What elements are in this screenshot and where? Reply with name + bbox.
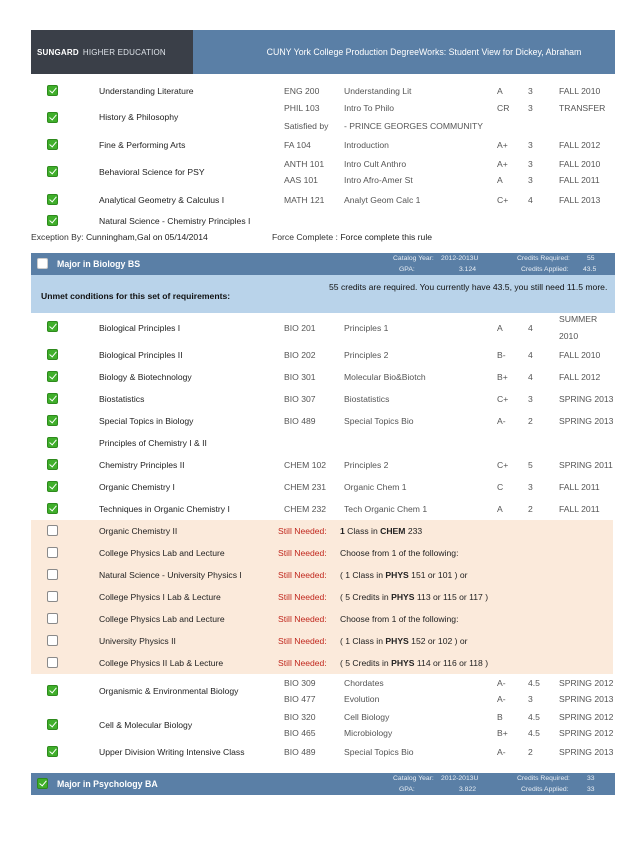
gpa-label: GPA: xyxy=(399,786,415,793)
gpa-label: GPA: xyxy=(399,266,415,273)
course-code[interactable]: BIO 201 xyxy=(284,323,316,333)
page-title: CUNY York College Production DegreeWorks: Student View for Dickey, Abraham xyxy=(266,47,582,57)
checked-icon xyxy=(47,503,58,514)
exception-label: Exception By: xyxy=(31,232,84,242)
satisfied-by-label: Satisfied by xyxy=(284,121,329,131)
term: FALL 2011 xyxy=(559,482,600,492)
requirement-row[interactable] xyxy=(31,410,613,432)
sungard-logo xyxy=(31,30,193,74)
block-title: Major in Biology BS xyxy=(57,259,141,269)
needed-row[interactable] xyxy=(31,520,613,542)
requirement-row[interactable] xyxy=(31,366,613,388)
needed-subject: PHYS xyxy=(385,570,409,580)
gpa-value: 3.822 xyxy=(459,786,477,793)
course-title: Special Topics Bio xyxy=(344,416,414,426)
logo-sub: HIGHER EDUCATION xyxy=(82,47,166,57)
requirement-name: Organic Chemistry I xyxy=(99,482,175,492)
grade: A- xyxy=(497,416,506,426)
grade: A- xyxy=(497,694,506,704)
credits-required-value: 55 xyxy=(587,255,595,262)
requirement-name: College Physics II Lab & Lecture xyxy=(99,658,224,668)
block-header-psychology[interactable] xyxy=(31,773,615,795)
still-needed-label: Still Needed: xyxy=(278,526,327,536)
app-header xyxy=(31,30,615,74)
credits: 4 xyxy=(528,323,533,333)
term: FALL 2012 xyxy=(559,140,601,150)
needed-numbers: 114 or 116 or 118 ) xyxy=(414,658,489,668)
course-code[interactable]: BIO 202 xyxy=(284,350,316,360)
unchecked-icon xyxy=(47,635,58,646)
term: FALL 2012 xyxy=(559,372,601,382)
term: FALL 2013 xyxy=(559,195,601,205)
requirement-row[interactable] xyxy=(31,454,613,476)
credits-applied-label: Credits Applied: xyxy=(521,266,569,273)
credits: 5 xyxy=(528,460,533,470)
checked-icon xyxy=(47,481,58,492)
course-title: Microbiology xyxy=(344,728,393,738)
credits-required-value: 33 xyxy=(587,775,595,782)
credits: 4 xyxy=(528,372,533,382)
needed-text: ( 1 Class in xyxy=(340,570,386,580)
checked-icon xyxy=(47,194,58,205)
needed-text: Choose from 1 of the following: xyxy=(340,548,459,558)
credits-applied-value: 33 xyxy=(587,786,595,793)
requirement-name: Biological Principles II xyxy=(99,350,183,360)
course-code[interactable]: MATH 121 xyxy=(284,195,325,205)
catalog-year-label: Catalog Year: xyxy=(393,255,434,262)
course-title: Analyt Geom Calc 1 xyxy=(344,195,421,205)
grade: A xyxy=(497,86,503,96)
grade: A+ xyxy=(497,159,508,169)
requirement-row[interactable] xyxy=(31,432,613,454)
transfer-source: - PRINCE GEORGES COMMUNITY xyxy=(344,121,483,131)
grade: B- xyxy=(497,350,506,360)
checked-icon xyxy=(47,685,58,696)
needed-subject: PHYS xyxy=(391,592,415,602)
unmet-conditions xyxy=(31,275,615,313)
needed-subject: PHYS xyxy=(391,658,415,668)
needed-text: Choose from 1 of the following: xyxy=(340,614,459,624)
course-title: Chordates xyxy=(344,678,384,688)
requirement-row[interactable] xyxy=(31,189,613,211)
requirement-row[interactable] xyxy=(31,674,613,708)
credits: 3 xyxy=(528,175,533,185)
logo-brand: SUNGARD xyxy=(37,47,79,57)
requirement-name: College Physics I Lab & Lecture xyxy=(99,592,221,602)
course-title: Introduction xyxy=(344,140,389,150)
credits: 3 xyxy=(528,394,533,404)
course-code[interactable]: BIO 309 xyxy=(284,678,316,688)
credits: 2 xyxy=(528,747,533,757)
requirement-name: Upper Division Writing Intensive Class xyxy=(99,747,245,757)
course-code[interactable]: CHEM 232 xyxy=(284,504,327,514)
course-title: Intro Cult Anthro xyxy=(344,159,407,169)
needed-numbers: 233 xyxy=(405,526,423,536)
course-code[interactable]: BIO 307 xyxy=(284,394,316,404)
checked-icon xyxy=(47,746,58,757)
course-code[interactable]: BIO 489 xyxy=(284,747,316,757)
gpa-value: 3.124 xyxy=(459,266,477,273)
checked-icon xyxy=(47,437,58,448)
catalog-year-value: 2012-2013U xyxy=(441,775,479,782)
grade: A- xyxy=(497,747,506,757)
term: SPRING 2013 xyxy=(559,416,614,426)
needed-row[interactable] xyxy=(31,608,613,630)
catalog-year-value: 2012-2013U xyxy=(441,255,479,262)
course-title: Intro Afro-Amer St xyxy=(344,175,413,185)
needed-detail xyxy=(340,614,458,624)
term: SPRING 2012 xyxy=(559,712,614,722)
needed-row[interactable] xyxy=(31,542,613,564)
course-code[interactable]: ANTH 101 xyxy=(284,159,325,169)
requirement-row[interactable] xyxy=(31,100,613,136)
grade: A xyxy=(497,323,503,333)
term: SPRING 2013 xyxy=(559,394,614,404)
grade: A- xyxy=(497,678,506,688)
requirement-row[interactable] xyxy=(31,708,613,742)
requirement-name: Chemistry Principles II xyxy=(99,460,185,470)
credits: 3 xyxy=(528,482,533,492)
checked-icon xyxy=(47,459,58,470)
requirement-row[interactable] xyxy=(31,211,613,233)
checked-icon xyxy=(47,112,58,123)
course-code[interactable]: PHIL 103 xyxy=(284,103,320,113)
exception-note xyxy=(31,232,208,242)
requirement-row[interactable] xyxy=(31,80,613,102)
credits-required-label: Credits Required: xyxy=(517,255,570,262)
term-year: 2010 xyxy=(559,331,579,341)
exception-value: Cunningham,Gal on 05/14/2014 xyxy=(85,232,208,242)
course-title: Special Topics Bio xyxy=(344,747,414,757)
term: FALL 2010 xyxy=(559,86,601,96)
course-title: Intro To Philo xyxy=(344,103,395,113)
term: SPRING 2013 xyxy=(559,694,614,704)
term: TRANSFER xyxy=(559,103,606,113)
course-title: Organic Chem 1 xyxy=(344,482,407,492)
needed-detail xyxy=(340,548,458,558)
needed-text: Class in xyxy=(344,526,381,536)
course-title: Understanding Lit xyxy=(344,86,412,96)
needed-count: 1 xyxy=(340,526,345,536)
needed-text: ( 5 Credits in xyxy=(340,658,392,668)
still-needed-label: Still Needed: xyxy=(278,570,327,580)
course-code[interactable]: BIO 465 xyxy=(284,728,316,738)
course-code[interactable]: FA 104 xyxy=(284,140,311,150)
force-complete-note xyxy=(272,232,432,242)
checked-icon xyxy=(47,349,58,360)
requirement-name: Biology & Biotechnology xyxy=(99,372,192,382)
requirement-name: Behavioral Science for PSY xyxy=(99,167,205,177)
requirement-row[interactable] xyxy=(31,741,613,763)
needed-detail[interactable] xyxy=(340,636,468,646)
requirement-name: Cell & Molecular Biology xyxy=(99,720,193,730)
requirement-name: Principles of Chemistry I & II xyxy=(99,438,207,448)
needed-subject: CHEM xyxy=(380,526,406,536)
requirement-name: College Physics Lab and Lecture xyxy=(99,614,225,624)
course-title: Tech Organic Chem 1 xyxy=(344,504,428,514)
still-needed-label: Still Needed: xyxy=(278,548,327,558)
credits: 4.5 xyxy=(528,728,540,738)
requirement-name: Understanding Literature xyxy=(99,86,194,96)
course-title: Principles 2 xyxy=(344,350,389,360)
credits: 3 xyxy=(528,86,533,96)
course-code[interactable]: ENG 200 xyxy=(284,86,320,96)
requirement-name: Organic Chemistry II xyxy=(99,526,178,536)
course-code[interactable]: BIO 489 xyxy=(284,416,316,426)
needed-numbers: 151 or 101 ) or xyxy=(408,570,468,580)
requirement-name: History & Philosophy xyxy=(99,112,179,122)
requirement-name: Natural Science - Chemistry Principles I xyxy=(99,216,251,226)
checked-icon xyxy=(47,371,58,382)
checked-icon xyxy=(47,139,58,150)
still-needed-label: Still Needed: xyxy=(278,592,327,602)
checked-icon xyxy=(47,215,58,226)
needed-subject: PHYS xyxy=(385,636,409,646)
needed-row[interactable] xyxy=(31,652,613,674)
unchecked-icon xyxy=(47,569,58,580)
course-title: Cell Biology xyxy=(344,712,390,722)
checked-icon xyxy=(47,321,58,332)
unchecked-icon xyxy=(47,657,58,668)
credits: 3 xyxy=(528,140,533,150)
checked-icon xyxy=(47,166,58,177)
course-code[interactable]: BIO 320 xyxy=(284,712,316,722)
term: SPRING 2013 xyxy=(559,747,614,757)
requirement-name: Biological Principles I xyxy=(99,323,181,333)
still-needed-label: Still Needed: xyxy=(278,614,327,624)
requirement-row[interactable] xyxy=(31,344,613,366)
credits-applied-value: 43.5 xyxy=(583,266,597,273)
requirement-name: College Physics Lab and Lecture xyxy=(99,548,225,558)
grade: A+ xyxy=(497,140,508,150)
grade: C+ xyxy=(497,460,509,470)
course-title: Molecular Bio&Biotch xyxy=(344,372,426,382)
course-title: Principles 2 xyxy=(344,460,389,470)
grade: C+ xyxy=(497,195,509,205)
needed-row[interactable] xyxy=(31,586,613,608)
requirement-name: Techniques in Organic Chemistry I xyxy=(99,504,230,514)
credits: 4 xyxy=(528,350,533,360)
grade: A xyxy=(497,175,503,185)
credits: 2 xyxy=(528,504,533,514)
credits: 4 xyxy=(528,195,533,205)
checked-icon xyxy=(47,719,58,730)
unchecked-icon xyxy=(37,258,48,269)
unmet-message: 55 credits are required. You currently have 43.5, you still need 11.5 more. xyxy=(329,282,608,292)
credits: 3 xyxy=(528,694,533,704)
term: SPRING 2012 xyxy=(559,678,614,688)
course-code[interactable]: BIO 477 xyxy=(284,694,316,704)
block-title: Major in Psychology BA xyxy=(57,779,158,789)
grade: C xyxy=(497,482,504,492)
needed-row[interactable] xyxy=(31,564,613,586)
grade: CR xyxy=(497,103,510,113)
still-needed-label: Still Needed: xyxy=(278,636,327,646)
course-code[interactable]: CHEM 102 xyxy=(284,460,327,470)
needed-detail[interactable] xyxy=(340,570,468,580)
requirement-row[interactable] xyxy=(31,134,613,156)
term: FALL 2010 xyxy=(559,350,601,360)
credits: 2 xyxy=(528,416,533,426)
unchecked-icon xyxy=(47,525,58,536)
term: SPRING 2011 xyxy=(559,460,613,470)
needed-detail[interactable] xyxy=(340,658,488,668)
needed-detail[interactable] xyxy=(340,592,488,602)
unmet-label: Unmet conditions for this set of requirements: xyxy=(41,291,231,301)
course-title: Principles 1 xyxy=(344,323,389,333)
grade: B+ xyxy=(497,372,508,382)
checked-icon xyxy=(47,393,58,404)
requirement-name: Natural Science - University Physics I xyxy=(99,570,242,580)
credits: 3 xyxy=(528,159,533,169)
term: SUMMER xyxy=(559,314,598,324)
needed-text: ( 5 Credits in xyxy=(340,592,392,602)
term: FALL 2011 xyxy=(559,175,600,185)
term: FALL 2011 xyxy=(559,504,600,514)
term: FALL 2010 xyxy=(559,159,601,169)
requirement-name: Special Topics in Biology xyxy=(99,416,194,426)
needed-numbers: 113 or 115 or 117 ) xyxy=(414,592,489,602)
requirement-name: Biostatistics xyxy=(99,394,145,404)
force-complete-label: Force Complete : xyxy=(272,232,338,242)
still-needed-label: Still Needed: xyxy=(278,658,327,668)
course-title: Evolution xyxy=(344,694,380,704)
requirement-row[interactable] xyxy=(31,155,613,189)
requirement-name: Fine & Performing Arts xyxy=(99,140,186,150)
grade: A xyxy=(497,504,503,514)
checked-icon xyxy=(47,85,58,96)
checked-icon xyxy=(47,415,58,426)
term: SPRING 2012 xyxy=(559,728,614,738)
needed-row[interactable] xyxy=(31,630,613,652)
requirement-name: Organismic & Environmental Biology xyxy=(99,686,239,696)
grade: B xyxy=(497,712,503,722)
needed-text: ( 1 Class in xyxy=(340,636,386,646)
force-complete-value: Force complete this rule xyxy=(340,232,433,242)
course-code[interactable]: AAS 101 xyxy=(284,175,318,185)
course-title: Biostatistics xyxy=(344,394,390,404)
credits: 4.5 xyxy=(528,712,540,722)
requirement-row[interactable] xyxy=(31,388,613,410)
block-header-biology[interactable] xyxy=(31,253,615,275)
catalog-year-label: Catalog Year: xyxy=(393,775,434,782)
unchecked-icon xyxy=(47,591,58,602)
needed-detail[interactable] xyxy=(340,526,422,536)
credits: 3 xyxy=(528,103,533,113)
checked-icon xyxy=(37,778,48,789)
credits-applied-label: Credits Applied: xyxy=(521,786,569,793)
requirement-row[interactable] xyxy=(31,476,613,498)
credits-required-label: Credits Required: xyxy=(517,775,570,782)
unchecked-icon xyxy=(47,613,58,624)
requirement-row[interactable] xyxy=(31,313,613,343)
credits: 4.5 xyxy=(528,678,540,688)
course-code[interactable]: BIO 301 xyxy=(284,372,316,382)
needed-numbers: 152 or 102 ) or xyxy=(408,636,468,646)
grade: B+ xyxy=(497,728,508,738)
requirement-row[interactable] xyxy=(31,498,613,520)
requirement-name: University Physics II xyxy=(99,636,176,646)
unchecked-icon xyxy=(47,547,58,558)
grade: C+ xyxy=(497,394,509,404)
course-code[interactable]: CHEM 231 xyxy=(284,482,327,492)
requirement-name: Analytical Geometry & Calculus I xyxy=(99,195,225,205)
